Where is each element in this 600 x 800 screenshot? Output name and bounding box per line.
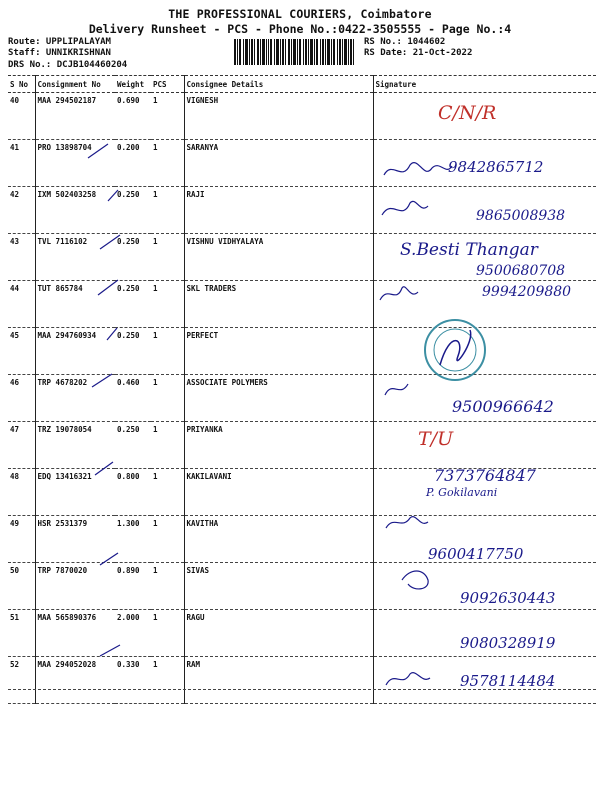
weight-cell: 0.330 (115, 657, 151, 704)
pcs-cell: 1 (151, 516, 184, 563)
signature-cell (373, 422, 596, 469)
weight-cell: 0.250 (115, 328, 151, 375)
table-row (8, 328, 596, 375)
handwritten-phone: 9865008938 (476, 208, 566, 224)
drs-number: DRS No.: DCJB104460204 (8, 60, 128, 70)
pcs-cell: 1 (151, 234, 184, 281)
col-signature: Signature (373, 76, 596, 93)
sno-cell: 44 (8, 281, 35, 328)
handwritten-phone: 7373764847 (434, 466, 536, 485)
pcs-cell: 1 (151, 469, 184, 516)
consignment-cell: TRZ 19078054 (35, 422, 115, 469)
consignment-cell: TUT 865784 (35, 281, 115, 328)
signature-cell (373, 328, 596, 375)
consignee-cell: SARANYA (184, 140, 373, 187)
consignee-cell: VIGNESH (184, 93, 373, 140)
sno-cell: 46 (8, 375, 35, 422)
weight-cell: 0.800 (115, 469, 151, 516)
rs-date: RS Date: 21-Oct-2022 (364, 48, 473, 58)
weight-cell: 0.250 (115, 187, 151, 234)
consignee-cell: PRIYANKA (184, 422, 373, 469)
pcs-cell: 1 (151, 610, 184, 657)
consignment-cell: EDQ 13416321 (35, 469, 115, 516)
consignment-cell: HSR 2531379 (35, 516, 115, 563)
consignee-cell: VISHNU VIDHYALAYA (184, 234, 373, 281)
table-row (8, 93, 596, 140)
sno-cell: 52 (8, 657, 35, 704)
pcs-cell: 1 (151, 140, 184, 187)
sno-cell: 50 (8, 563, 35, 610)
consignment-cell: TVL 7116102 (35, 234, 115, 281)
handwritten-phone: 9500680708 (476, 263, 566, 279)
consignment-cell: MAA 294760934 (35, 328, 115, 375)
col-sno: S No (8, 76, 35, 93)
route-label: Route: UPPLIPALAYAM (8, 37, 111, 47)
pcs-cell: 1 (151, 328, 184, 375)
pcs-cell: 1 (151, 187, 184, 234)
sno-cell: 40 (8, 93, 35, 140)
consignee-cell: KAKILAVANI (184, 469, 373, 516)
handwritten-phone: 9600417750 (428, 545, 524, 563)
staff-label: Staff: UNNIKRISHNAN (8, 48, 111, 58)
sno-cell: 43 (8, 234, 35, 281)
handwritten-signature: P. Gokilavani (426, 486, 498, 499)
consignee-cell: PERFECT (184, 328, 373, 375)
weight-cell: 2.000 (115, 610, 151, 657)
col-consignee: Consignee Details (184, 76, 373, 93)
consignment-cell: IXM 502403258 (35, 187, 115, 234)
runsheet-subtitle: Delivery Runsheet - PCS - Phone No.:0422-3505555 - Page No.:4 (88, 22, 512, 36)
weight-cell: 0.250 (115, 422, 151, 469)
col-pcs: PCS (151, 76, 184, 93)
handwritten-note: T/U (418, 428, 454, 450)
handwritten-phone: 9092630443 (460, 589, 556, 607)
handwritten-phone: 9994209880 (482, 284, 572, 300)
pcs-cell: 1 (151, 281, 184, 328)
pcs-cell: 1 (151, 657, 184, 704)
consignment-cell: TRP 4678202 (35, 375, 115, 422)
sno-cell: 41 (8, 140, 35, 187)
table-row (8, 422, 596, 469)
weight-cell: 0.250 (115, 281, 151, 328)
sno-cell: 49 (8, 516, 35, 563)
consignee-cell: KAVITHA (184, 516, 373, 563)
pcs-cell: 1 (151, 422, 184, 469)
barcode (234, 39, 354, 65)
weight-cell: 0.460 (115, 375, 151, 422)
sno-cell: 48 (8, 469, 35, 516)
consignee-cell: SKL TRADERS (184, 281, 373, 328)
weight-cell: 1.300 (115, 516, 151, 563)
consignee-cell: RAJI (184, 187, 373, 234)
pcs-cell: 1 (151, 563, 184, 610)
col-consignment: Consignment No (35, 76, 115, 93)
col-weight: Weight (115, 76, 151, 93)
handwritten-phone: 9842865712 (448, 158, 544, 176)
footer-divider (8, 689, 596, 690)
sno-cell: 42 (8, 187, 35, 234)
rs-number: RS No.: 1044602 (364, 37, 446, 47)
sno-cell: 47 (8, 422, 35, 469)
handwritten-phone: 9080328919 (460, 634, 556, 652)
pcs-cell: 1 (151, 93, 184, 140)
consignment-cell: MAA 565890376 (35, 610, 115, 657)
weight-cell: 0.890 (115, 563, 151, 610)
sno-cell: 51 (8, 610, 35, 657)
consignment-cell: PRO 13898704 (35, 140, 115, 187)
handwritten-signature: S.Besti Thangar (400, 240, 538, 260)
sno-cell: 45 (8, 328, 35, 375)
pcs-cell: 1 (151, 375, 184, 422)
consignee-cell: RAGU (184, 610, 373, 657)
consignee-cell: ASSOCIATE POLYMERS (184, 375, 373, 422)
handwritten-phone: 9578114484 (460, 672, 556, 690)
consignee-cell: SIVAS (184, 563, 373, 610)
weight-cell: 0.250 (115, 234, 151, 281)
handwritten-phone: 9500966642 (452, 397, 554, 416)
consignment-cell: MAA 294502187 (35, 93, 115, 140)
consignee-cell: RAM (184, 657, 373, 704)
runsheet-title: THE PROFESSIONAL COURIERS, Coimbatore (168, 7, 432, 21)
consignment-cell: TRP 7870020 (35, 563, 115, 610)
weight-cell: 0.200 (115, 140, 151, 187)
handwritten-note: C/N/R (438, 102, 497, 124)
weight-cell: 0.690 (115, 93, 151, 140)
consignment-cell: MAA 294052028 (35, 657, 115, 704)
table-header-row (8, 76, 596, 93)
